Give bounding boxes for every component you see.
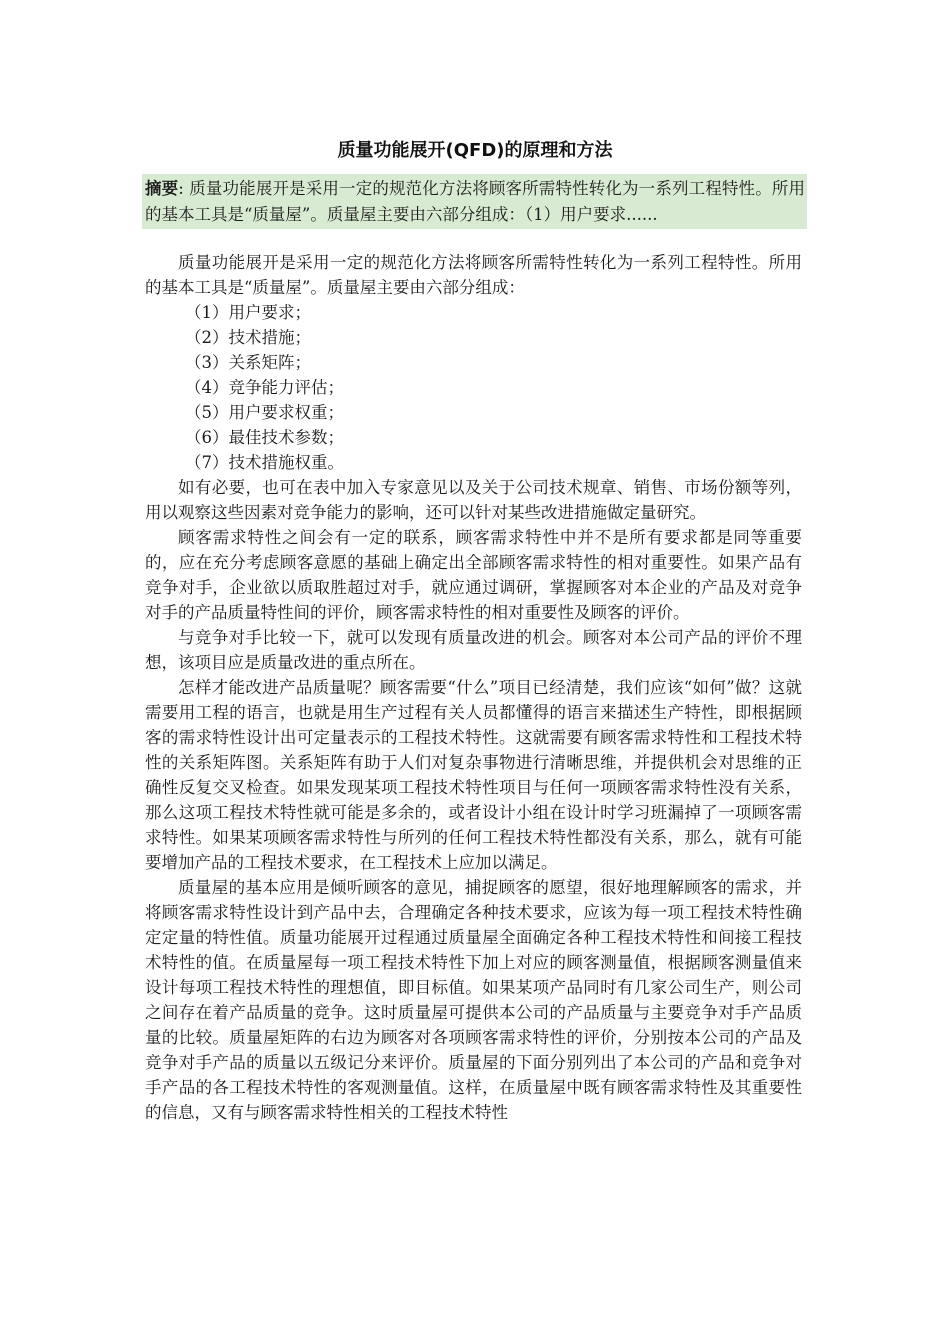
body-paragraph: 质量屋的基本应用是倾听顾客的意见，捕捉顾客的愿望，很好地理解顾客的需求，并将顾客需求特性设计到产品中去，合理确定各种技术要求，应该为每一项工程技术特性确定定量的特性值。质量功能展开过程通过质量屋全面确定各种工程技术特性和间接工程技术特性的值。在质量屋每一项工程技术特性下加上对应的顾客测量值，根据顾客测量值来设计每项工程技术特性的理想值，即目标值。如果某项产品同时有几家公司生产，则公司之间存在着产品质量的竞争。这时质量屋可提供本公司的产品质量与主要竞争对手产品质量的比较。质量屋矩阵的右边为顾客对各项顾客需求特性的评价，分别按本公司的产品及竞争对手产品的质量以五级记分来评价。质量屋的下面分别列出了本公司的产品和竞争对手产品的各工程技术特性的客观测量值。这样，在质量屋中既有顾客需求特性及其重要性的信息，又有与顾客需求特性相关的工程技术特性 [145,878,802,1122]
list-item: （1）用户要求； [185,303,311,322]
list-item: （3）关系矩阵； [185,353,311,372]
document-title: 质量功能展开(QFD)的原理和方法 [337,140,613,161]
list-item: （2）技术措施； [185,328,311,347]
intro-paragraph: 质量功能展开是采用一定的规范化方法将顾客所需特性转化为一系列工程特性。所用的基本工具是“质量屋”。质量屋主要由六部分组成： [145,253,802,297]
body-paragraph: 怎样才能改进产品质量呢？顾客需要“什么”项目已经清楚，我们应该“如何”做？这就需要用工程的语言，也就是用生产过程有关人员都懂得的语言来描述生产特性，即根据顾客的需求特性设计出可定量表示的工程技术特性。这就需要有顾客需求特性和工程技术特性的关系矩阵图。关系矩阵有助于人们对复杂事物进行清晰思维，并提供机会对思维的正确性反复交叉检查。如果发现某项工程技术特性项目与任何一项顾客需求特性没有关系，那么这项工程技术特性就可能是多余的，或者设计小组在设计时学习班漏掉了一项顾客需求特性。如果某项顾客需求特性与所列的任何工程技术特性都没有关系，那么，就有可能要增加产品的工程技术要求，在工程技术上应加以满足。 [145,678,802,872]
body-paragraph: 与竞争对手比较一下，就可以发现有质量改进的机会。顾客对本公司产品的评价不理想，该项目应是质量改进的重点所在。 [145,628,802,672]
list-item: （7）技术措施权重。 [185,453,344,472]
document-body [145,250,802,1125]
abstract-text: : 质量功能展开是采用一定的规范化方法将顾客所需特性转化为一系列工程特性。所用的基本工具是“质量屋”。质量屋主要由六部分组成：（1）用户要求...... [145,179,805,224]
list-item: （6）最佳技术参数； [185,428,344,447]
abstract-label: 摘要 [145,179,179,198]
list-item: （5）用户要求权重； [185,403,344,422]
body-paragraph: 如有必要，也可在表中加入专家意见以及关于公司技术规章、销售、市场份额等列，用以观察这些因素对竞争能力的影响，还可以针对某些改进措施做定量研究。 [145,478,802,522]
abstract-box [142,174,807,229]
list-item: （4）竞争能力评估； [185,378,344,397]
body-paragraph: 顾客需求特性之间会有一定的联系，顾客需求特性中并不是所有要求都是同等重要的，应在充分考虑顾客意愿的基础上确定出全部顾客需求特性的相对重要性。如果产品有竞争对手，企业欲以质取胜超过对手，就应通过调研，掌握顾客对本企业的产品及对竞争对手的产品质量特性间的评价，顾客需求特性的相对重要性及顾客的评价。 [145,528,802,622]
